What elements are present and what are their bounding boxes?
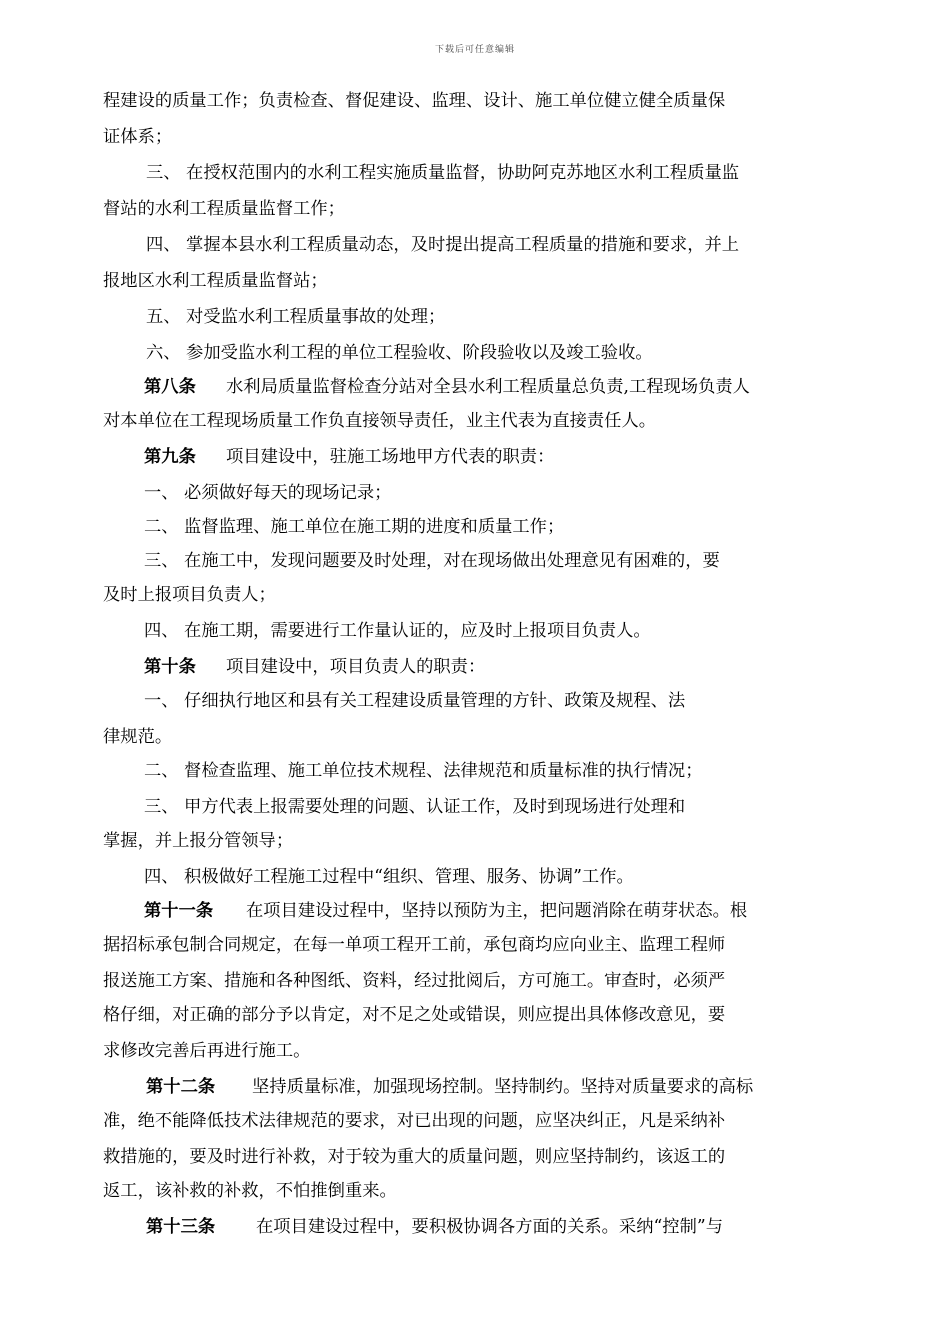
text-line: 掌握，并上报分管领导； <box>103 831 294 851</box>
text-line: 三、 在施工中，发现问题要及时处理，对在现场做出处理意见有困难的，要 <box>144 551 720 571</box>
text-line: 三、 甲方代表上报需要处理的问题、认证工作，及时到现场进行处理和 <box>144 797 686 817</box>
text-line: 对本单位在工程现场质量工作负直接领导责任，业主代表为直接责任人。 <box>103 411 657 431</box>
text-line: 在项目建设过程中，要积极协调各方面的关系。采纳“控制”与 <box>256 1217 723 1237</box>
text-line: 救措施的，要及时进行补救，对于较为重大的质量问题，则应坚持制约，该返工的 <box>103 1147 726 1167</box>
article-11-heading: 第十一条 <box>144 901 214 921</box>
text-line: 一、 必须做好每天的现场记录； <box>144 483 392 503</box>
text-line: 二、 督检查监理、施工单位技术规程、法律规范和质量标准的执行情况； <box>144 761 703 781</box>
text-line: 一、 仔细执行地区和县有关工程建设质量管理的方针、政策及规程、法 <box>144 691 686 711</box>
page-header: 下载后可任意编辑 <box>434 45 515 55</box>
article-12-heading: 第十二条 <box>146 1077 216 1097</box>
text-line: 项目建设中，项目负责人的职责： <box>226 657 486 677</box>
text-line: 项目建设中，驻施工场地甲方代表的职责： <box>226 447 555 467</box>
article-9-heading: 第九条 <box>144 447 196 467</box>
text-line: 督站的水利工程质量监督工作； <box>103 199 345 219</box>
text-line: 坚持质量标准，加强现场控制。坚持制约。坚持对质量要求的高标 <box>252 1077 754 1097</box>
text-line: 在项目建设过程中，坚持以预防为主，把问题消除在萌芽状态。根 <box>246 901 748 921</box>
text-line: 四、 在施工期，需要进行工作量认证的，应及时上报项目负责人。 <box>144 621 651 641</box>
text-line: 报地区水利工程质量监督站； <box>103 271 328 291</box>
text-line: 及时上报项目负责人； <box>103 585 276 605</box>
text-line: 据招标承包制合同规定，在每一单项工程开工前，承包商均应向业主、监理工程师 <box>103 935 726 955</box>
text-line: 水利局质量监督检查分站对全县水利工程质量总负责,工程现场负责人 <box>226 377 750 397</box>
text-line: 四、 掌握本县水利工程质量动态，及时提出提高工程质量的措施和要求，并上 <box>146 235 740 255</box>
text-line: 准，绝不能降低技术法律规范的要求，对已出现的问题，应坚决纠正，凡是采纳补 <box>103 1111 726 1131</box>
text-line: 求修改完善后再进行施工。 <box>103 1041 311 1061</box>
text-line: 报送施工方案、措施和各种图纸、资料，经过批阅后，方可施工。审查时，必须严 <box>103 971 726 991</box>
text-line: 返工，该补救的补救，不怕推倒重来。 <box>103 1181 397 1201</box>
text-line: 程建设的质量工作；负责检查、督促建设、监理、设计、施工单位健立健全质量保 <box>103 91 726 111</box>
text-line: 五、 对受监水利工程质量事故的处理； <box>146 307 446 327</box>
text-line: 六、 参加受监水利工程的单位工程验收、阶段验收以及竣工验收。 <box>146 343 653 363</box>
article-13-heading: 第十三条 <box>146 1217 216 1237</box>
text-line: 律规范。 <box>103 727 173 747</box>
text-line: 三、 在授权范围内的水利工程实施质量监督，协助阿克苏地区水利工程质量监 <box>146 163 740 183</box>
article-10-heading: 第十条 <box>144 657 196 677</box>
article-8-heading: 第八条 <box>144 377 196 397</box>
text-line: 二、 监督监理、施工单位在施工期的进度和质量工作； <box>144 517 565 537</box>
text-line: 格仔细，对正确的部分予以肯定，对不足之处或错误，则应提出具体修改意见，要 <box>103 1005 726 1025</box>
text-line: 证体系； <box>103 127 173 147</box>
text-line: 四、 积极做好工程施工过程中“组织、管理、服务、协调”工作。 <box>144 867 634 887</box>
